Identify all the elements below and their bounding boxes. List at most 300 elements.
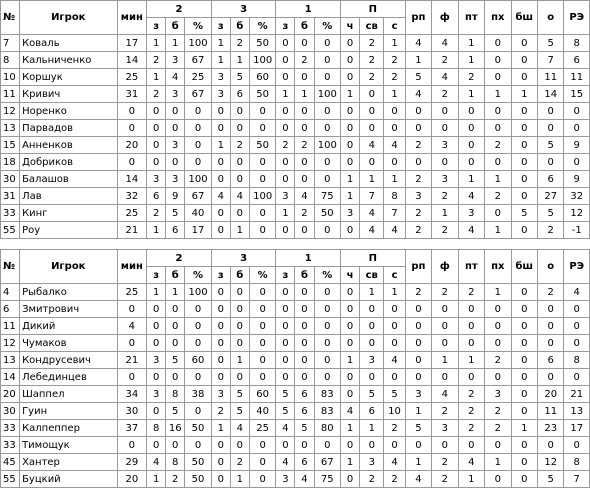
stat-cell: 0 — [185, 103, 212, 120]
stat-cell: 0 — [295, 318, 314, 335]
stat-cell: 2 — [360, 52, 384, 69]
stat-cell: 0 — [147, 154, 166, 171]
stat-cell: 7 — [564, 471, 590, 488]
player-name: Рыбалко — [20, 284, 117, 301]
stat-cell: 0 — [432, 120, 458, 137]
stat-cell: 2 — [432, 403, 458, 420]
stat-cell: 4 — [276, 420, 295, 437]
stat-cell: 2 — [432, 454, 458, 471]
header-three-pt: 3 — [211, 250, 276, 267]
stat-cell: 0 — [117, 437, 147, 454]
header-attempted: б — [295, 18, 314, 35]
stat-cell: 0 — [249, 352, 276, 369]
stat-cell: 0 — [249, 222, 276, 239]
stat-cell: 0 — [384, 318, 405, 335]
stat-cell: 3 — [485, 386, 511, 403]
header-passes-cb: св — [360, 267, 384, 284]
stat-cell: 4 — [230, 188, 249, 205]
stat-cell: 0 — [211, 352, 230, 369]
stat-cell: 0 — [432, 103, 458, 120]
stat-cell: 4 — [230, 420, 249, 437]
stat-cell: 2 — [432, 471, 458, 488]
stat-cell: 3 — [166, 171, 185, 188]
stat-cell: 0 — [511, 403, 537, 420]
stat-cell: 0 — [341, 103, 360, 120]
stat-cell: 2 — [405, 171, 431, 188]
header-passes: П — [341, 1, 406, 18]
player-number: 20 — [1, 386, 20, 403]
stat-cell: 0 — [458, 120, 484, 137]
stat-cell: 1 — [485, 86, 511, 103]
stat-cell: 0 — [360, 301, 384, 318]
stat-cell: 100 — [249, 188, 276, 205]
stat-cell: 2 — [458, 386, 484, 403]
stat-cell: 5 — [537, 471, 563, 488]
header-attempted: б — [230, 267, 249, 284]
stat-cell: 2 — [537, 222, 563, 239]
stat-cell: 1 — [341, 454, 360, 471]
stat-cell: 0 — [485, 369, 511, 386]
stat-cell: 0 — [295, 35, 314, 52]
stat-cell: 4 — [405, 471, 431, 488]
player-number: 55 — [1, 471, 20, 488]
stat-cell: 2 — [360, 471, 384, 488]
player-number: 10 — [1, 69, 20, 86]
stat-cell: 0 — [230, 154, 249, 171]
stat-cell: 0 — [314, 352, 341, 369]
stat-cell: 3 — [211, 86, 230, 103]
stat-cell: 0 — [485, 301, 511, 318]
player-name: Анненков — [20, 137, 117, 154]
stat-cell: 0 — [185, 137, 212, 154]
header-percent: % — [249, 267, 276, 284]
stat-cell: 0 — [211, 205, 230, 222]
stat-cell: 4 — [405, 35, 431, 52]
stat-cell: 0 — [384, 301, 405, 318]
stat-cell: 0 — [511, 386, 537, 403]
stat-cell: 0 — [360, 437, 384, 454]
stat-cell: 2 — [166, 471, 185, 488]
stat-cell: 0 — [211, 335, 230, 352]
table-row — [1, 335, 590, 352]
stat-cell: 1 — [230, 222, 249, 239]
header-percent: % — [314, 18, 341, 35]
stat-cell: 0 — [249, 318, 276, 335]
stat-cell: 0 — [185, 154, 212, 171]
stat-cell: 5 — [295, 420, 314, 437]
stat-cell: 50 — [249, 86, 276, 103]
stat-cell: 0 — [384, 103, 405, 120]
stat-cell: 40 — [185, 205, 212, 222]
stat-cell: 40 — [249, 403, 276, 420]
stat-cell: 4 — [432, 69, 458, 86]
stat-cell: 0 — [211, 318, 230, 335]
player-number: 15 — [1, 137, 20, 154]
stat-cell: 0 — [564, 120, 590, 137]
stat-cell: 0 — [185, 369, 212, 386]
stat-cell: 1 — [147, 222, 166, 239]
stat-cell: 0 — [211, 454, 230, 471]
stat-cell: 17 — [185, 222, 212, 239]
stat-cell: 0 — [185, 335, 212, 352]
header-free-throw: 1 — [276, 250, 341, 267]
player-number: 12 — [1, 103, 20, 120]
stat-cell: 0 — [537, 154, 563, 171]
stat-cell: 0 — [295, 301, 314, 318]
stat-cell: 0 — [485, 120, 511, 137]
stat-cell: 0 — [458, 137, 484, 154]
stat-cell: 2 — [485, 352, 511, 369]
stat-cell: 0 — [341, 154, 360, 171]
stat-cell: 4 — [384, 137, 405, 154]
stat-cell: 0 — [211, 120, 230, 137]
stat-cell: 1 — [211, 137, 230, 154]
stat-cell: 0 — [511, 222, 537, 239]
stat-cell: 6 — [295, 403, 314, 420]
player-name: Коваль — [20, 35, 117, 52]
stat-cell: 20 — [537, 386, 563, 403]
stat-cell: 9 — [564, 171, 590, 188]
stat-cell: 0 — [117, 369, 147, 386]
stat-cell: 60 — [249, 69, 276, 86]
stat-cell: 0 — [249, 369, 276, 386]
stat-cell: 6 — [537, 352, 563, 369]
stat-cell: 2 — [405, 205, 431, 222]
stat-cell: 5 — [166, 205, 185, 222]
stat-cell: 5 — [511, 205, 537, 222]
stat-cell: 0 — [511, 335, 537, 352]
stat-cell: 0 — [314, 35, 341, 52]
stat-cell: 0 — [314, 222, 341, 239]
table-row — [1, 120, 590, 137]
stat-cell: 25 — [249, 420, 276, 437]
header-attempted: б — [166, 267, 185, 284]
header-passes-c: с — [384, 18, 405, 35]
header-made: з — [276, 18, 295, 35]
player-name: Дикий — [20, 318, 117, 335]
player-name: Змитрович — [20, 301, 117, 318]
table-row — [1, 352, 590, 369]
stat-cell: 100 — [314, 137, 341, 154]
stat-cell: 4 — [384, 454, 405, 471]
stat-cell: 1 — [405, 52, 431, 69]
stat-cell: 0 — [341, 437, 360, 454]
player-number: 12 — [1, 335, 20, 352]
stat-cell: 8 — [564, 454, 590, 471]
stat-cell: 17 — [117, 35, 147, 52]
stat-cell: 0 — [249, 471, 276, 488]
stat-cell: 0 — [485, 318, 511, 335]
stat-cell: 6 — [230, 86, 249, 103]
stat-cell: 14 — [537, 86, 563, 103]
stat-cell: 0 — [432, 318, 458, 335]
stat-cell: 1 — [147, 69, 166, 86]
header-number: № — [1, 1, 20, 35]
table-row — [1, 471, 590, 488]
stat-cell: 6 — [295, 454, 314, 471]
player-name: Кондрусевич — [20, 352, 117, 369]
stat-cell: 20 — [117, 471, 147, 488]
table-row — [1, 420, 590, 437]
stat-cell: 0 — [564, 335, 590, 352]
stat-cell: 8 — [564, 352, 590, 369]
header-efficiency: РЭ — [564, 1, 590, 35]
table-row — [1, 301, 590, 318]
stat-cell: 3 — [432, 420, 458, 437]
stat-cell: 0 — [185, 403, 212, 420]
stat-cell: 1 — [211, 420, 230, 437]
stat-cell: 1 — [147, 35, 166, 52]
player-number: 4 — [1, 284, 20, 301]
stat-cell: 32 — [564, 188, 590, 205]
stat-cell: 0 — [564, 154, 590, 171]
stat-cell: 0 — [485, 52, 511, 69]
stat-cell: 4 — [432, 386, 458, 403]
stat-cell: 50 — [249, 137, 276, 154]
player-number: 13 — [1, 352, 20, 369]
stat-cell: 10 — [384, 403, 405, 420]
stat-cell: 0 — [341, 137, 360, 154]
table-row — [1, 103, 590, 120]
stat-cell: 0 — [511, 301, 537, 318]
stat-cell: 0 — [295, 120, 314, 137]
stat-cell: 0 — [185, 437, 212, 454]
stat-cell: 3 — [276, 188, 295, 205]
stat-cell: 0 — [341, 222, 360, 239]
stat-cell: 0 — [485, 437, 511, 454]
player-name: Шаппел — [20, 386, 117, 403]
header-player: Игрок — [20, 250, 117, 284]
stat-cell: 1 — [458, 35, 484, 52]
stat-cell: 3 — [147, 352, 166, 369]
stat-cell: 25 — [117, 69, 147, 86]
header-row-groups — [1, 250, 590, 267]
table-row — [1, 154, 590, 171]
stat-cell: 1 — [485, 454, 511, 471]
header-attempted: б — [295, 267, 314, 284]
stat-cell: 27 — [537, 188, 563, 205]
stat-cell: 0 — [276, 120, 295, 137]
stat-cell: 0 — [249, 335, 276, 352]
stat-cell: 0 — [249, 301, 276, 318]
player-number: 7 — [1, 35, 20, 52]
stat-cell: 0 — [314, 284, 341, 301]
stat-cell: 14 — [117, 171, 147, 188]
stat-cell: 0 — [458, 318, 484, 335]
stat-cell: 37 — [117, 420, 147, 437]
stat-cell: 0 — [249, 205, 276, 222]
stat-cell: 1 — [230, 471, 249, 488]
stat-cell: 0 — [341, 35, 360, 52]
stat-cell: 0 — [564, 318, 590, 335]
stat-cell: 0 — [485, 154, 511, 171]
stat-cell: 3 — [432, 137, 458, 154]
stat-cell: 25 — [117, 284, 147, 301]
stat-cell: 0 — [211, 284, 230, 301]
stat-cell: 0 — [341, 52, 360, 69]
stat-cell: 1 — [341, 86, 360, 103]
stat-cell: 0 — [211, 171, 230, 188]
stat-cell: 2 — [432, 86, 458, 103]
stat-cell: 2 — [458, 69, 484, 86]
header-percent: % — [314, 267, 341, 284]
stat-cell: 0 — [230, 335, 249, 352]
header-fouls: ф — [432, 1, 458, 35]
stat-cell: 0 — [117, 103, 147, 120]
stat-cell: 3 — [166, 86, 185, 103]
stat-cell: 0 — [564, 437, 590, 454]
header-two-pt: 2 — [147, 1, 212, 18]
stat-cell: 0 — [405, 437, 431, 454]
stat-cell: 4 — [211, 188, 230, 205]
stat-cell: 3 — [211, 386, 230, 403]
stat-cell: 2 — [295, 52, 314, 69]
stat-cell: 0 — [295, 335, 314, 352]
stat-cell: 0 — [511, 454, 537, 471]
stat-cell: 0 — [485, 471, 511, 488]
stat-cell: 2 — [485, 403, 511, 420]
header-rebounds: рп — [405, 250, 431, 284]
stat-cell: 1 — [360, 171, 384, 188]
player-name: Лебединцев — [20, 369, 117, 386]
header-made: з — [147, 267, 166, 284]
stat-cell: 2 — [485, 420, 511, 437]
stat-cell: 7 — [537, 52, 563, 69]
stat-cell: 2 — [485, 188, 511, 205]
stat-cell: 0 — [360, 369, 384, 386]
stat-cell: 0 — [405, 335, 431, 352]
stat-cell: 0 — [458, 437, 484, 454]
stat-cell: 1 — [432, 352, 458, 369]
stat-cell: 1 — [511, 420, 537, 437]
stat-cell: 1 — [458, 471, 484, 488]
stat-cell: 3 — [341, 205, 360, 222]
stat-cell: 0 — [249, 154, 276, 171]
player-number: 30 — [1, 403, 20, 420]
stat-cell: 4 — [276, 454, 295, 471]
stat-cell: 1 — [230, 52, 249, 69]
player-name: Парвадов — [20, 120, 117, 137]
stat-cell: 5 — [537, 137, 563, 154]
stat-cell: 0 — [166, 103, 185, 120]
stat-cell: 2 — [384, 471, 405, 488]
stat-cell: 3 — [166, 52, 185, 69]
stat-cell: 2 — [432, 188, 458, 205]
player-name: Кинг — [20, 205, 117, 222]
stat-cell: 4 — [432, 35, 458, 52]
stat-cell: 2 — [384, 69, 405, 86]
player-name: Буцкий — [20, 471, 117, 488]
stat-cell: 0 — [537, 318, 563, 335]
stat-cell: 0 — [276, 318, 295, 335]
stat-cell: 0 — [314, 103, 341, 120]
stat-cell: 6 — [147, 188, 166, 205]
stat-cell: 0 — [147, 318, 166, 335]
stat-cell: 1 — [458, 52, 484, 69]
stat-cell: 0 — [276, 52, 295, 69]
stat-cell: 2 — [405, 222, 431, 239]
stat-cell: 0 — [511, 471, 537, 488]
stat-cell: 5 — [276, 386, 295, 403]
stat-cell: 14 — [117, 52, 147, 69]
stat-cell: 4 — [295, 188, 314, 205]
player-number: 33 — [1, 205, 20, 222]
stat-cell: 0 — [166, 301, 185, 318]
stat-cell: 0 — [314, 171, 341, 188]
header-points: о — [537, 250, 563, 284]
stat-cell: 0 — [341, 69, 360, 86]
table-row — [1, 35, 590, 52]
stat-cell: 11 — [564, 69, 590, 86]
stat-cell: 5 — [384, 386, 405, 403]
stat-cell: 17 — [564, 420, 590, 437]
stat-cell: 0 — [511, 284, 537, 301]
header-minutes: мин — [117, 1, 147, 35]
stat-cell: 0 — [249, 120, 276, 137]
stat-cell: 1 — [432, 205, 458, 222]
stat-cell: 1 — [360, 284, 384, 301]
stat-cell: 0 — [295, 352, 314, 369]
player-number: 33 — [1, 420, 20, 437]
stat-cell: 0 — [511, 369, 537, 386]
stat-cell: 0 — [384, 437, 405, 454]
stat-cell: 5 — [537, 205, 563, 222]
stat-cell: 0 — [360, 318, 384, 335]
stat-cell: 0 — [405, 352, 431, 369]
stat-cell: 4 — [147, 454, 166, 471]
stat-cell: 50 — [185, 420, 212, 437]
stat-cell: 2 — [458, 403, 484, 420]
stat-cell: 8 — [384, 188, 405, 205]
stat-cell: 1 — [295, 86, 314, 103]
stat-cell: 2 — [432, 52, 458, 69]
stat-cell: 0 — [249, 454, 276, 471]
stat-cell: 0 — [341, 120, 360, 137]
stat-cell: 0 — [185, 318, 212, 335]
stat-cell: 0 — [295, 437, 314, 454]
stat-cell: 1 — [458, 352, 484, 369]
stat-cell: 1 — [211, 35, 230, 52]
stat-cell: 0 — [276, 352, 295, 369]
stat-cell: 5 — [537, 35, 563, 52]
stat-cell: 0 — [166, 120, 185, 137]
stat-cell: 0 — [405, 103, 431, 120]
stat-cell: 1 — [458, 86, 484, 103]
stat-cell: 25 — [117, 205, 147, 222]
stat-cell: 0 — [384, 369, 405, 386]
stat-cell: 1 — [485, 284, 511, 301]
header-three-pt: 3 — [211, 1, 276, 18]
stat-cell: 75 — [314, 471, 341, 488]
table-row — [1, 137, 590, 154]
stat-cell: 0 — [485, 205, 511, 222]
stat-cell: 38 — [185, 386, 212, 403]
stat-cell: 0 — [230, 171, 249, 188]
stat-cell: 1 — [384, 284, 405, 301]
stat-cell: 0 — [230, 120, 249, 137]
stat-cell: 2 — [295, 137, 314, 154]
stat-cell: 20 — [117, 137, 147, 154]
header-points: о — [537, 1, 563, 35]
stat-cell: 0 — [147, 403, 166, 420]
stat-cell: 3 — [147, 386, 166, 403]
stat-cell: 0 — [360, 103, 384, 120]
stat-cell: 16 — [166, 420, 185, 437]
stat-cell: 50 — [314, 205, 341, 222]
stat-cell: 0 — [537, 369, 563, 386]
stat-cell: 67 — [185, 188, 212, 205]
table-row — [1, 386, 590, 403]
